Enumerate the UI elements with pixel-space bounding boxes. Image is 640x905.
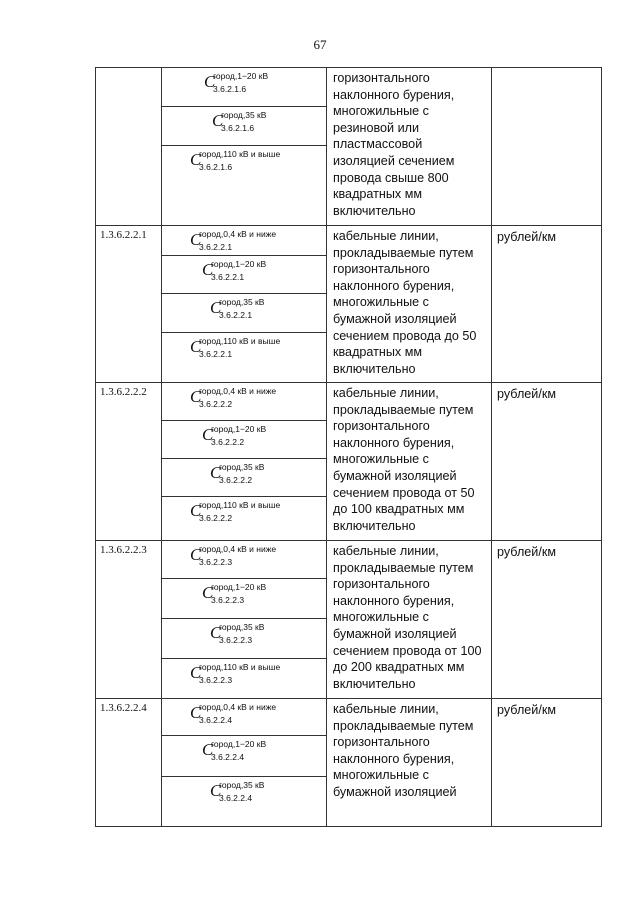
coefficient-superscript: город,35 кВ — [219, 780, 265, 790]
coefficient-cell — [162, 699, 327, 827]
coefficient-symbol: C город,0,4 кВ и ниже 3.6.2.2.4 — [162, 699, 326, 736]
coefficient-cell — [162, 68, 327, 226]
coefficient-cell — [162, 383, 327, 541]
table-row — [96, 383, 602, 541]
coefficient-superscript: город,110 кВ и выше — [199, 500, 281, 510]
coefficient-superscript: город,1−20 кВ — [213, 71, 269, 81]
coefficient-superscript: город,35 кВ — [221, 110, 267, 120]
coefficient-symbol: C город,0,4 кВ и ниже 3.6.2.2.2 — [162, 383, 326, 421]
coefficient-symbol: C город,1−20 кВ 3.6.2.2.4 — [162, 736, 326, 777]
coefficient-symbol: C город,110 кВ и выше 3.6.2.2.3 — [190, 662, 281, 685]
coefficient-superscript: город,35 кВ — [219, 297, 265, 307]
coefficient-symbol: C город,35 кВ 3.6.2.2.4 — [210, 780, 265, 803]
row-unit — [492, 68, 602, 226]
coefficient-subscript: 3.6.2.1.6 — [213, 84, 247, 94]
table-row — [96, 68, 602, 226]
coefficient-symbol: C город,35 кВ 3.6.2.2.3 — [162, 619, 326, 659]
coefficient-subscript: 3.6.2.2.2 — [219, 475, 253, 485]
coefficient-symbol: C город,35 кВ 3.6.2.2.1 — [162, 294, 326, 333]
coefficient-subscript: 3.6.2.2.3 — [199, 675, 233, 685]
row-code: 1.3.6.2.2.3 — [96, 541, 162, 699]
coefficient-superscript: город,35 кВ — [219, 462, 265, 472]
coefficient-subscript: 3.6.2.2.1 — [219, 310, 253, 320]
coefficient-cell — [162, 226, 327, 383]
coefficient-symbol: C город,35 кВ 3.6.2.1.6 — [162, 107, 326, 146]
tariff-table — [95, 67, 602, 827]
row-unit: рублей/км — [492, 226, 602, 383]
row-unit: рублей/км — [492, 541, 602, 699]
row-code — [96, 68, 162, 226]
coefficient-symbol: C город,1−20 кВ 3.6.2.1.6 — [162, 68, 326, 107]
coefficient-superscript: город,110 кВ и выше — [199, 336, 281, 346]
coefficient-subscript: 3.6.2.2.2 — [199, 399, 233, 409]
coefficient-subscript: 3.6.2.2.3 — [219, 635, 253, 645]
coefficient-superscript: город,110 кВ и выше — [199, 662, 281, 672]
coefficient-superscript: город,110 кВ и выше — [199, 149, 281, 159]
coefficient-subscript: 3.6.2.2.1 — [199, 242, 233, 252]
coefficient-subscript: 3.6.2.1.6 — [221, 123, 255, 133]
row-description: горизонтального наклонного бурения, многожильные с резиновой или пластмассовой изоляцией сечением провода свыше 800 квадратных мм включительно — [327, 68, 492, 226]
table-row — [96, 226, 602, 383]
coefficient-superscript: город,1−20 кВ — [211, 582, 267, 592]
row-code: 1.3.6.2.2.2 — [96, 383, 162, 541]
coefficient-superscript: город,1−20 кВ — [211, 259, 267, 269]
row-description: кабельные линии, прокладываемые путем горизонтального наклонного бурения, многожильные с бумажной изоляцией — [327, 699, 492, 827]
coefficient-superscript: город,1−20 кВ — [211, 424, 267, 434]
coefficient-subscript: 3.6.2.2.3 — [211, 595, 245, 605]
table-row — [96, 541, 602, 699]
row-description: кабельные линии, прокладываемые путем горизонтального наклонного бурения, многожильные с бумажной изоляцией сечением провода от 100 до 200 квадратных мм включительно — [327, 541, 492, 699]
row-code: 1.3.6.2.2.4 — [96, 699, 162, 827]
row-unit: рублей/км — [492, 383, 602, 541]
row-description: кабельные линии, прокладываемые путем горизонтального наклонного бурения, многожильные с бумажной изоляцией сечением провода до 50 квадратных мм включительно — [327, 226, 492, 383]
coefficient-subscript: 3.6.2.2.2 — [199, 513, 233, 523]
coefficient-subscript: 3.6.2.1.6 — [199, 162, 233, 172]
coefficient-symbol: C город,1−20 кВ 3.6.2.2.1 — [162, 256, 326, 294]
coefficient-symbol: C город,110 кВ и выше 3.6.2.2.1 — [190, 336, 281, 359]
coefficient-subscript: 3.6.2.2.4 — [199, 715, 233, 725]
coefficient-symbol: C город,110 кВ и выше 3.6.2.1.6 — [190, 149, 281, 172]
coefficient-subscript: 3.6.2.2.1 — [199, 349, 233, 359]
coefficient-subscript: 3.6.2.2.4 — [219, 793, 253, 803]
coefficient-superscript: город,0,4 кВ и ниже — [199, 702, 277, 712]
coefficient-symbol: C город,1−20 кВ 3.6.2.2.3 — [162, 579, 326, 619]
coefficient-superscript: город,0,4 кВ и ниже — [199, 229, 277, 239]
coefficient-cell — [162, 541, 327, 699]
coefficient-superscript: город,0,4 кВ и ниже — [199, 386, 277, 396]
coefficient-symbol: C город,110 кВ и выше 3.6.2.2.2 — [190, 500, 281, 523]
coefficient-symbol: C город,0,4 кВ и ниже 3.6.2.2.3 — [162, 541, 326, 579]
coefficient-symbol: C город,1−20 кВ 3.6.2.2.2 — [162, 421, 326, 459]
coefficient-superscript: город,0,4 кВ и ниже — [199, 544, 277, 554]
row-description: кабельные линии, прокладываемые путем горизонтального наклонного бурения, многожильные с бумажной изоляцией сечением провода от 50 до 100 квадратных мм включительно — [327, 383, 492, 541]
coefficient-subscript: 3.6.2.2.2 — [211, 437, 245, 447]
coefficient-superscript: город,1−20 кВ — [211, 739, 267, 749]
coefficient-symbol: C город,35 кВ 3.6.2.2.2 — [162, 459, 326, 497]
coefficient-symbol: C город,0,4 кВ и ниже 3.6.2.2.1 — [162, 226, 326, 256]
coefficient-subscript: 3.6.2.2.4 — [211, 752, 245, 762]
row-unit: рублей/км — [492, 699, 602, 827]
coefficient-subscript: 3.6.2.2.1 — [211, 272, 245, 282]
row-code: 1.3.6.2.2.1 — [96, 226, 162, 383]
page-number: 67 — [313, 37, 327, 52]
table-row — [96, 699, 602, 827]
coefficient-superscript: город,35 кВ — [219, 622, 265, 632]
coefficient-subscript: 3.6.2.2.3 — [199, 557, 233, 567]
